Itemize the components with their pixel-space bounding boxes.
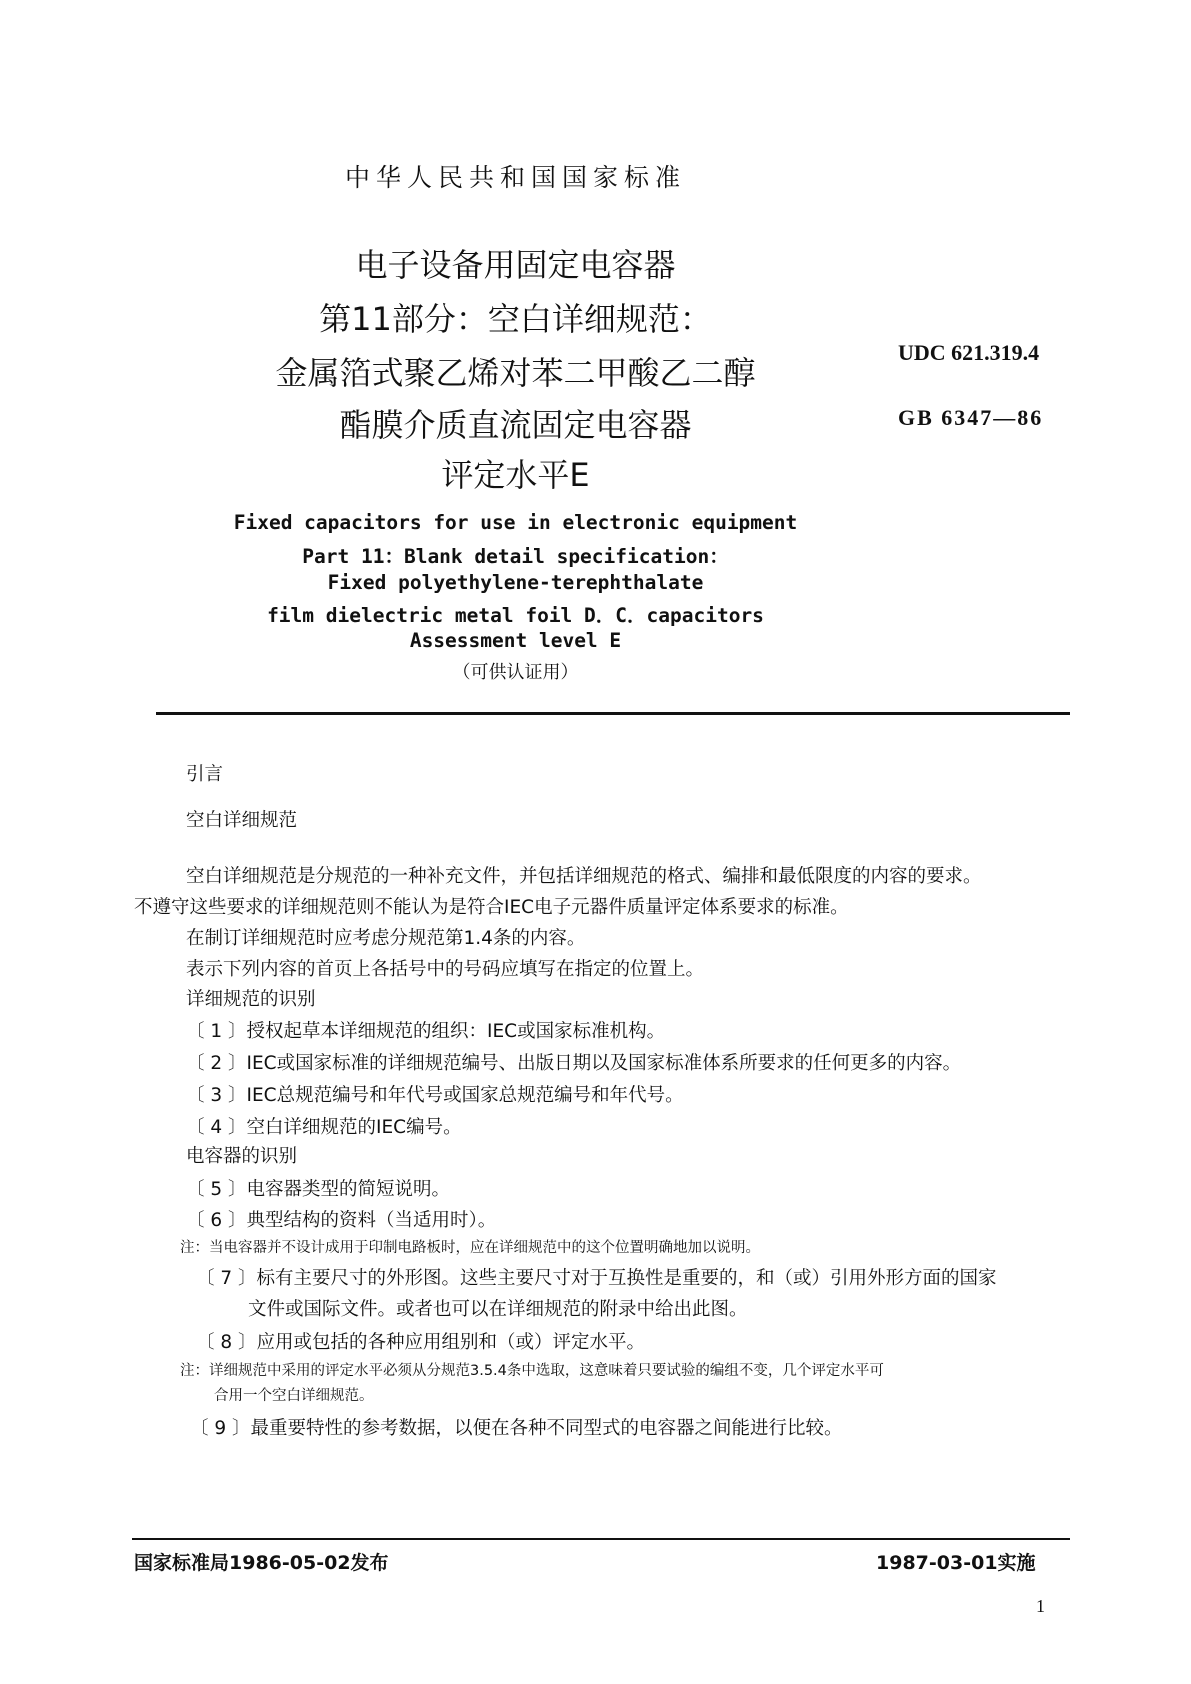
- list-item-5: 〔 5 〕电容器类型的简短说明。: [186, 1179, 451, 1200]
- effective-date: 1987-03-01实施: [876, 1552, 1036, 1574]
- header-divider: [156, 712, 1070, 715]
- list-item-3: 〔 3 〕IEC总规范编号和年代号或国家总规范编号和年代号。: [186, 1085, 684, 1106]
- list-item-8: 〔 8 〕应用或包括的各种应用组别和（或）评定水平。: [196, 1332, 646, 1353]
- title-en-line-5: Assessment level E: [409, 629, 622, 652]
- list-item-9: 〔 9 〕最重要特性的参考数据，以便在各种不同型式的电容器之间能进行比较。: [190, 1418, 843, 1439]
- section-heading: 空白详细规范: [186, 810, 298, 831]
- title-cn-line-1: 电子设备用固定电容器: [355, 246, 676, 284]
- paragraph-1-line-2: 不遵守这些要求的详细规范则不能认为是符合IEC电子元器件质量评定体系要求的标准。: [134, 897, 849, 918]
- title-en-line-4: film dielectric metal foil D．C．capacitors: [267, 604, 764, 627]
- title-cn-line-2: 第11部分：空白详细规范：: [319, 300, 712, 338]
- footer-divider: [132, 1538, 1070, 1540]
- page-number: 1: [1036, 1596, 1045, 1616]
- paragraph-3: 表示下列内容的首页上各括号中的号码应填写在指定的位置上。: [186, 959, 705, 980]
- standard-name: 中华人民共和国国家标准: [344, 163, 686, 192]
- title-en-line-1: Fixed capacitors for use in electronic equipment: [233, 511, 798, 534]
- paragraph-2: 在制订详细规范时应考虑分规范第1.4条的内容。: [186, 928, 586, 949]
- capacitor-identification-heading: 电容器的识别: [186, 1146, 298, 1167]
- gb-number: GB 6347—86: [898, 405, 1044, 430]
- list-item-7-line-2: 文件或国际文件。或者也可以在详细规范的附录中给出此图。: [248, 1299, 748, 1320]
- intro-heading: 引言: [186, 764, 224, 785]
- issue-date: 国家标准局1986-05-02发布: [134, 1552, 389, 1574]
- note-2-line-1: 注：详细规范中采用的评定水平必须从分规范3.5.4条中选取，这意味着只要试验的编组不变，几个评定水平可: [180, 1363, 884, 1379]
- list-item-1: 〔 1 〕授权起草本详细规范的组织：IEC或国家标准机构。: [186, 1021, 666, 1042]
- note-2-line-2: 合用一个空白详细规范。: [214, 1388, 374, 1404]
- note-1: 注：当电容器并不设计成用于印制电路板时，应在详细规范中的这个位置明确地加以说明。: [180, 1240, 760, 1256]
- list-item-4: 〔 4 〕空白详细规范的IEC编号。: [186, 1117, 462, 1138]
- list-item-7-line-1: 〔 7 〕标有主要尺寸的外形图。这些主要尺寸对于互换性是重要的，和（或）引用外形方面的国家: [196, 1268, 997, 1289]
- title-en-line-2: Part 11：Blank detail specification：: [302, 545, 729, 568]
- certification-note: （可供认证用）: [452, 662, 579, 683]
- spec-identification-heading: 详细规范的识别: [186, 989, 316, 1010]
- list-item-6: 〔 6 〕典型结构的资料（当适用时）。: [186, 1210, 497, 1231]
- title-cn-line-5: 评定水平E: [441, 456, 590, 494]
- title-cn-line-3: 金属箔式聚乙烯对苯二甲酸乙二醇: [275, 354, 756, 392]
- title-cn-line-4: 酯膜介质直流固定电容器: [339, 406, 692, 444]
- paragraph-1-line-1: 空白详细规范是分规范的一种补充文件，并包括详细规范的格式、编排和最低限度的内容的要求。: [186, 866, 982, 887]
- list-item-2: 〔 2 〕IEC或国家标准的详细规范编号、出版日期以及国家标准体系所要求的任何更多的内容。: [186, 1053, 962, 1074]
- udc-code: UDC 621.319.4: [898, 340, 1040, 365]
- title-en-line-3: Fixed polyethylene-terephthalate: [327, 571, 704, 594]
